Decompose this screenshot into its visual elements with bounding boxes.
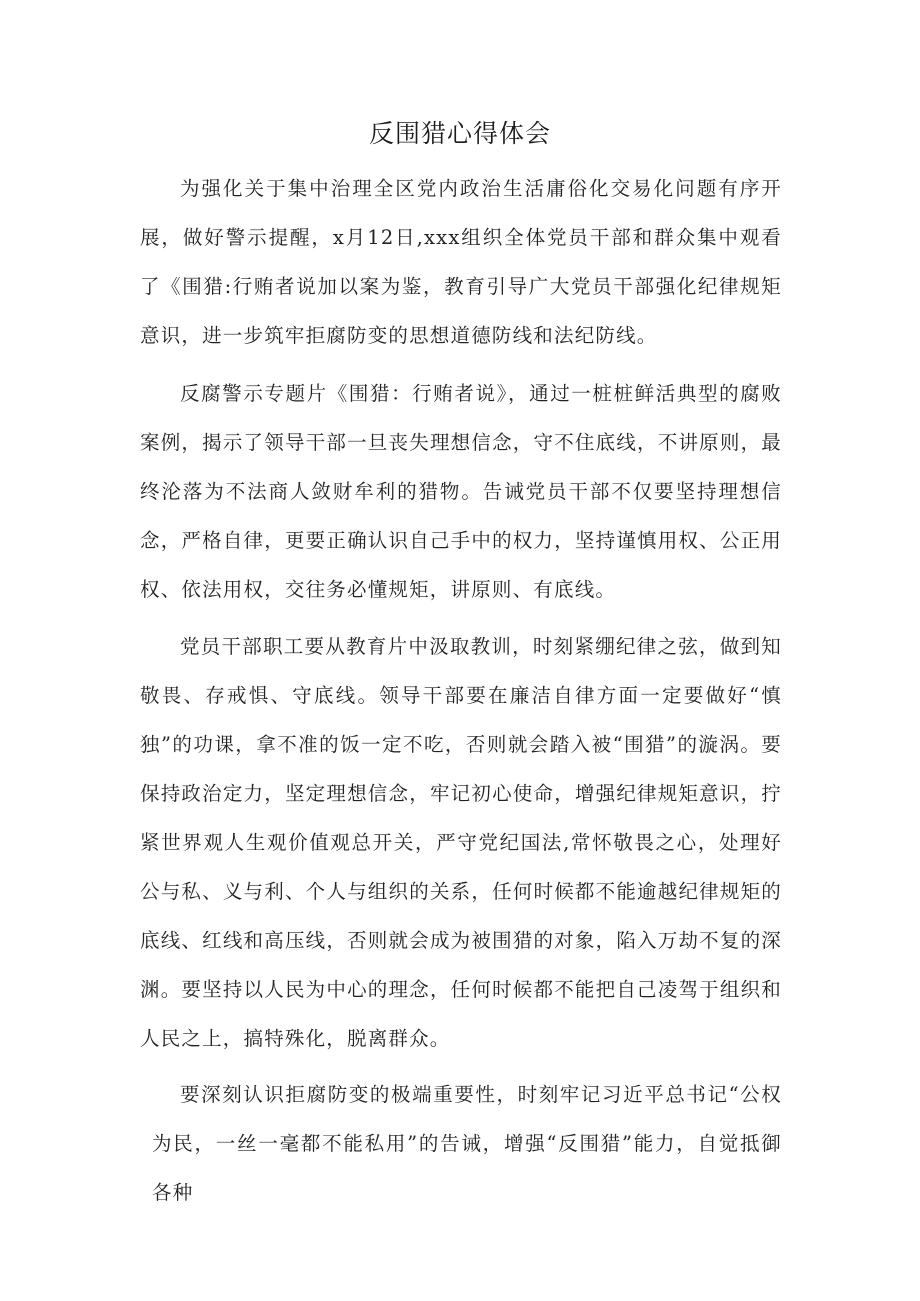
- page-title: 反围猎心得体会: [368, 119, 551, 148]
- paragraph-3: 党员干部职工要从教育片中汲取教训，时刻紧绷纪律之弦，做到知敬畏、存戒惧、守底线。领导干部要在廉洁自律方面一定要做好“慎独”的功课，拿不准的饭一定不吃，否则就会踏入被“围猎”的漩涡。要保持政治定力，坚定理想信念，牢记初心使命，增强纪律规矩意识，拧紧世界观人生观价值观总开关，严守党纪国法,常怀敬畏之心，处理好公与私、义与利、个人与组织的关系，任何时候都不能逾越纪律规矩的底线、红线和高压线，否则就会成为被围猎的对象，陷入万劫不复的深渊。要坚持以人民为中心的理念，任何时候都不能把自己凌驾于组织和人民之上，搞特殊化，脱离群众。: [140, 635, 782, 1050]
- paragraph-1: 为强化关于集中治理全区党内政治生活庸俗化交易化问题有序开展，做好警示提醒，x月12日,xxx组织全体党员干部和群众集中观看了《围猎:行贿者说加以案为鉴，教育引导广大党员干部强化纪律规矩意识，进一步筑牢拒腐防变的思想道德防线和法纪防线。: [140, 177, 782, 347]
- paragraph-2: 反腐警示专题片《围猎：行贿者说》，通过一桩桩鲜活典型的腐败案例，揭示了领导干部一旦丧失理想信念，守不住底线，不讲原则，最终沦落为不法商人敛财牟利的猎物。告诫党员干部不仅要坚持理想信念，严格自律，更要正确认识自己手中的权力，坚持谨慎用权、公正用权、依法用权，交往务必懂规矩，讲原则、有底线。: [140, 382, 782, 601]
- paragraph-4: 要深刻认识拒腐防变的极端重要性，时刻牢记习近平总书记“公权为民，一丝一毫都不能私用”的告诫，增强“反围猎”能力，自觉抵御各种: [152, 1083, 782, 1204]
